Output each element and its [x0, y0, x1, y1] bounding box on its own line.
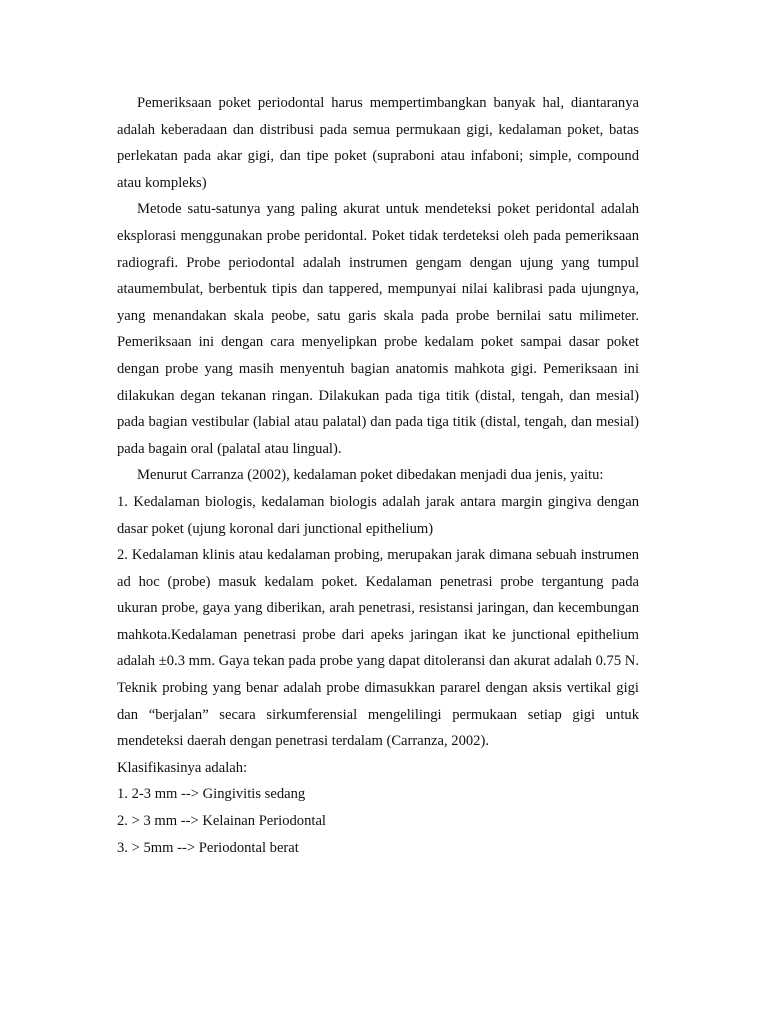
list-item-biological-depth: 1. Kedalaman biologis, kedalaman biologis adalah jarak antara margin gingiva dengan dasar poket (ujung koronal dari junctional epithelium)	[117, 493, 639, 537]
list-item-clinical-depth: 2. Kedalaman klinis atau kedalaman probing, merupakan jarak dimana sebuah instrumen ad hoc (probe) masuk kedalam poket. Kedalaman penetrasi probe tergantung pada ukuran probe, gaya yang diberikan, arah penetrasi, resistansi jaringan, dan kecembungan mahkota.Kedalaman penetrasi probe dari apeks jaringan ikat ke junctional epithelium adalah ±0.3 mm. Gaya tekan pada probe yang dapat ditoleransi dan akurat adalah 0.75 N. Teknik probing yang benar adalah probe dimasukkan pararel dengan aksis vertikal gigi dan “berjalan” secara sirkumferensial mengelilingi permukaan setiap gigi untuk mendeteksi daerah dengan penetrasi terdalam (Carranza, 2002).	[117, 547, 639, 750]
document-body	[117, 90, 639, 861]
classification-heading: Klasifikasinya adalah:	[117, 759, 248, 776]
paragraph-carranza-intro: Menurut Carranza (2002), kedalaman poket dibedakan menjadi dua jenis, yaitu:	[137, 467, 604, 484]
paragraph-pocket-examination: Pemeriksaan poket periodontal harus mempertimbangkan banyak hal, diantaranya adalah keberadaan dan distribusi pada semua permukaan gigi, kedalaman poket, batas perlekatan pada akar gigi, dan tipe poket (supraboni atau infaboni; simple, compound atau kompleks)	[117, 95, 639, 191]
classification-item: 1. 2-3 mm --> Gingivitis sedang	[117, 786, 306, 803]
classification-item: 2. > 3 mm --> Kelainan Periodontal	[117, 813, 326, 830]
paragraph-probe-method: Metode satu-satunya yang paling akurat untuk mendeteksi poket peridontal adalah eksplorasi menggunakan probe peridontal. Poket tidak terdeteksi oleh pada pemeriksaan radiografi. Probe periodontal adalah instrumen gengam dengan ujung yang tumpul ataumembulat, berbentuk tipis dan tappered, mempunyai nilai kalibrasi pada ujungnya, yang menandakan skala peobe, satu garis skala pada probe bernilai satu milimeter. Pemeriksaan ini dengan cara menyelipkan probe kedalam poket sampai dasar poket dengan probe yang masih menyentuh bagian anatomis mahkota gigi. Pemeriksaan ini dilakukan degan tekanan ringan. Dilakukan pada tiga titik (distal, tengah, dan mesial) pada bagian vestibular (labial atau palatal) dan pada tiga titik (distal, tengah, dan mesial) pada bagain oral (palatal atau lingual).	[117, 201, 639, 457]
classification-item: 3. > 5mm --> Periodontal berat	[117, 839, 299, 856]
